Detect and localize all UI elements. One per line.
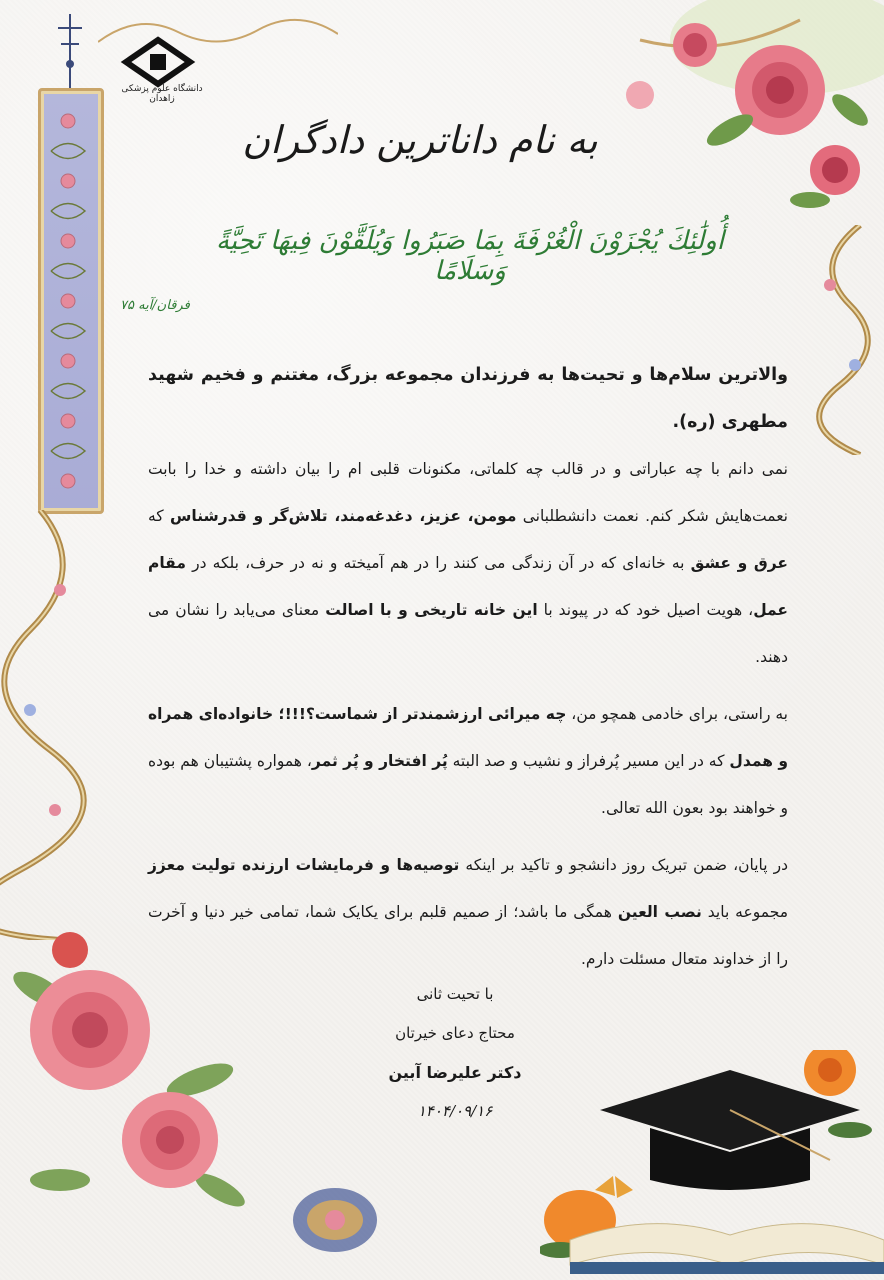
body-text: ، همواره پشتیبان هم بوده و خواهند بود بعون الله تعالی.: [148, 752, 788, 817]
body-bold-text: چه میرائی ارزشمندتر از شماست؟!!!؛ خانواده‌ای همراه و همدل: [148, 705, 789, 770]
body-text: در پایان، ضمن تبریک روز دانشجو و تاکید بر اینکه: [459, 856, 788, 874]
body-bold-text: این خانه تاریخی و با اصالت: [325, 601, 538, 619]
letter-body: [148, 352, 788, 993]
verse-reference: فرقان/آیه ۷۵: [120, 298, 190, 313]
body-text: مجموعه باید: [701, 903, 788, 921]
signature-block: [340, 975, 570, 1131]
top-right-roses-icon: [600, 0, 884, 230]
left-ornamental-band: [38, 88, 104, 514]
prayer-request: محتاج دعای خیرتان: [395, 1024, 515, 1042]
right-scroll-ornament-icon: [800, 225, 884, 455]
body-text: همگی ما باشد؛ از صمیم قلبم برای یکایک شما، تمامی خیر دنیا و آخرت را از خداوند متعال مسئلت دارم.: [148, 903, 788, 968]
closing-salutation: با تحیت ثانی: [416, 985, 494, 1003]
university-logo-text: دانشگاه علوم پزشکی زاهدان: [121, 84, 203, 104]
body-text: معنای می‌یابد را نشان می دهند.: [148, 601, 788, 666]
left-scroll-ornament-icon: [0, 510, 90, 940]
body-bold-text: توصیه‌ها و فرمایشات ارزنده تولیت معزز: [148, 856, 460, 874]
greeting-paragraph: [148, 352, 788, 681]
body-text: که: [148, 507, 170, 525]
body-bold-text: پُر افتخار و پُر ثمر: [311, 752, 448, 770]
body-text: که در این مسیر پُرفراز و نشیب و صد البته: [447, 752, 730, 770]
body-text: به خانه‌ای که در آن زندگی می کنند را در هم آمیخته و نه در حرف، بلکه در: [185, 554, 691, 572]
body-bold-text: عرق و عشق: [690, 554, 788, 572]
band-flowers-icon: [41, 91, 95, 505]
body-bold-text: مومن، عزیز، دغدغه‌مند، تلاش‌گر و قدرشناس: [169, 507, 517, 525]
greeting-line: والاترین سلام‌ها و تحیت‌ها به فرزندان مجموعه بزرگ، مغتنم و فخیم شهید مطهری (ره).: [148, 365, 788, 432]
letter-date: ۱۴۰۴/۰۹/۱۶: [417, 1102, 493, 1120]
bottom-ornament-icon: [285, 1180, 385, 1260]
body-bold-text: نصب العین: [617, 903, 702, 921]
body-text: ، هویت اصیل خود که در پیوند با: [537, 601, 754, 619]
body-text: به راستی، برای خادمی همچو من،: [566, 705, 788, 723]
graduation-cap-icon: [540, 1050, 884, 1280]
body-text: نمی دانم با چه عباراتی و در قالب چه کلماتی، مکنونات قلبی ام را بیان داشته و خدا را بابت نعمت‌هایش شکر کنم. نعمت دانشطلبانی: [148, 460, 788, 525]
page-title: به نام داناترین دادگران: [242, 118, 598, 162]
signer-name: دکتر علیرضا آبین: [388, 1063, 522, 1082]
second-paragraph: [148, 691, 788, 832]
body-bold-text: مقام عمل: [148, 554, 789, 619]
quran-verse: أُولَٰئِكَ يُجْزَوْنَ الْغُرْفَةَ بِمَا صَبَرُوا وَيُلَقَّوْنَ فِيهَا تَحِيَّةً وَسَلَامًا: [215, 226, 725, 286]
cross-ornament-icon: [52, 14, 88, 94]
closing-paragraph: [148, 842, 788, 983]
